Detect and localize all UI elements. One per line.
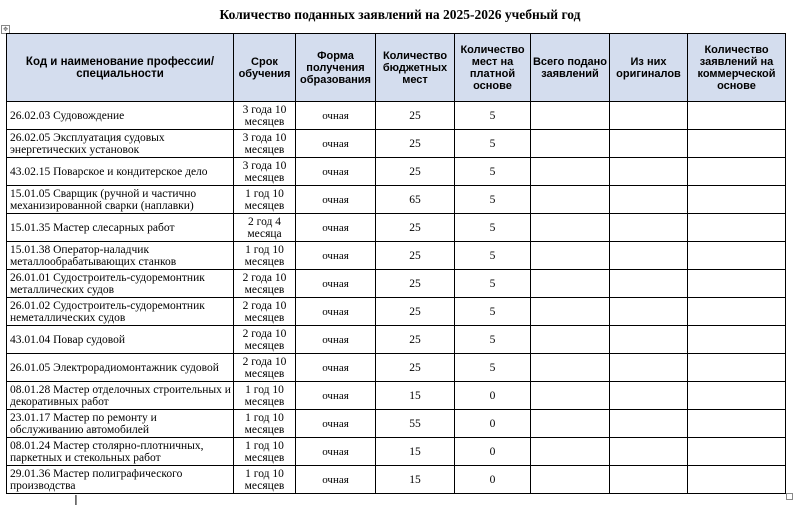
cell-form-text: очная bbox=[322, 389, 349, 402]
document-title: Количество поданных заявлений на 2025-2026 учебный год bbox=[219, 7, 581, 22]
cell-code-name-text: 26.01.05 Электрорадиомонтажник судовой bbox=[10, 361, 219, 374]
cell-commercial-applications[interactable] bbox=[688, 410, 786, 438]
cell-code-name-text: 26.02.03 Судовождение bbox=[10, 109, 125, 122]
table-row bbox=[7, 186, 786, 214]
table-row bbox=[7, 242, 786, 270]
cell-code-name[interactable] bbox=[7, 298, 234, 326]
cell-paid-places-text: 5 bbox=[489, 333, 496, 346]
cell-commercial-applications[interactable] bbox=[688, 242, 786, 270]
table-row bbox=[7, 102, 786, 130]
cell-budget-places[interactable] bbox=[376, 186, 455, 214]
cell-code-name[interactable] bbox=[7, 326, 234, 354]
cell-paid-places-text: 5 bbox=[489, 109, 496, 122]
cell-duration[interactable] bbox=[234, 214, 296, 242]
cell-budget-places[interactable] bbox=[376, 130, 455, 158]
cell-paid-places[interactable] bbox=[455, 382, 531, 410]
cell-code-name-text: 08.01.24 Мастер столярно-плотничных, паркетных и стекольных работ bbox=[10, 439, 204, 464]
cell-total-applications[interactable] bbox=[531, 270, 610, 298]
cell-duration-text: 1 год 10 месяцев bbox=[244, 187, 285, 212]
cell-duration-text: 3 года 10 месяцев bbox=[242, 159, 287, 184]
cell-form-text: очная bbox=[322, 165, 349, 178]
cell-paid-places[interactable] bbox=[455, 158, 531, 186]
cell-total-applications[interactable] bbox=[531, 298, 610, 326]
cell-commercial-applications[interactable] bbox=[688, 270, 786, 298]
cell-originals[interactable] bbox=[610, 382, 688, 410]
cell-paid-places-text: 0 bbox=[489, 473, 496, 486]
header-code-name: Код и наименование профессии/специальности bbox=[7, 34, 234, 102]
cell-total-applications[interactable] bbox=[531, 158, 610, 186]
cell-paid-places[interactable] bbox=[455, 298, 531, 326]
cell-budget-places-text: 25 bbox=[409, 165, 421, 178]
table-row bbox=[7, 130, 786, 158]
cell-paid-places-text: 0 bbox=[489, 445, 496, 458]
table-row bbox=[7, 158, 786, 186]
cell-paid-places-text: 5 bbox=[489, 305, 496, 318]
cell-code-name-text: 26.01.01 Судостроитель-судоремонтник металлических судов bbox=[10, 271, 205, 296]
cell-code-name-text: 43.01.04 Повар судовой bbox=[10, 333, 126, 346]
cell-duration[interactable] bbox=[234, 130, 296, 158]
cell-form[interactable] bbox=[296, 466, 376, 494]
cell-paid-places[interactable] bbox=[455, 270, 531, 298]
cell-budget-places-text: 25 bbox=[409, 361, 421, 374]
cell-originals[interactable] bbox=[610, 438, 688, 466]
cell-budget-places[interactable] bbox=[376, 326, 455, 354]
cell-total-applications[interactable] bbox=[531, 326, 610, 354]
table-row bbox=[7, 382, 786, 410]
cell-duration-text: 2 года 10 месяцев bbox=[242, 355, 287, 380]
cell-code-name[interactable] bbox=[7, 382, 234, 410]
header-commercial-applications: Количество заявлений на коммерческой основе bbox=[688, 34, 786, 102]
cell-paid-places[interactable] bbox=[455, 410, 531, 438]
cell-form-text: очная bbox=[322, 249, 349, 262]
cell-code-name[interactable] bbox=[7, 438, 234, 466]
table-body bbox=[7, 102, 786, 494]
cell-code-name-text: 15.01.05 Сварщик (ручной и частично механизированной сварки (наплавки) bbox=[10, 187, 197, 212]
header-budget-places: Количество бюджетных мест bbox=[376, 34, 455, 102]
cell-budget-places-text: 55 bbox=[409, 417, 421, 430]
cell-form[interactable] bbox=[296, 102, 376, 130]
cell-total-applications[interactable] bbox=[531, 186, 610, 214]
cell-form-text: очная bbox=[322, 137, 349, 150]
cell-budget-places-text: 25 bbox=[409, 221, 421, 234]
cell-originals[interactable] bbox=[610, 466, 688, 494]
cell-total-applications[interactable] bbox=[531, 382, 610, 410]
cell-paid-places[interactable] bbox=[455, 354, 531, 382]
cell-originals[interactable] bbox=[610, 130, 688, 158]
cell-code-name[interactable] bbox=[7, 242, 234, 270]
cell-duration-text: 1 год 10 месяцев bbox=[244, 439, 285, 464]
header-paid-places: Количество мест на платной основе bbox=[455, 34, 531, 102]
cell-budget-places-text: 15 bbox=[409, 473, 421, 486]
cell-total-applications[interactable] bbox=[531, 410, 610, 438]
cell-form[interactable] bbox=[296, 326, 376, 354]
cell-duration-text: 2 года 10 месяцев bbox=[242, 271, 287, 296]
cell-originals[interactable] bbox=[610, 270, 688, 298]
cell-originals[interactable] bbox=[610, 326, 688, 354]
cell-duration[interactable] bbox=[234, 242, 296, 270]
cell-duration[interactable] bbox=[234, 326, 296, 354]
cell-duration[interactable] bbox=[234, 354, 296, 382]
cell-form[interactable] bbox=[296, 354, 376, 382]
cell-code-name-text: 26.01.02 Судостроитель-судоремонтник неметаллических судов bbox=[10, 299, 205, 324]
cell-budget-places[interactable] bbox=[376, 298, 455, 326]
text-cursor-icon: I bbox=[74, 494, 78, 509]
cell-originals[interactable] bbox=[610, 102, 688, 130]
cell-code-name[interactable] bbox=[7, 102, 234, 130]
header-form: Форма получения образования bbox=[296, 34, 376, 102]
cell-commercial-applications[interactable] bbox=[688, 326, 786, 354]
cell-paid-places[interactable] bbox=[455, 466, 531, 494]
cell-code-name[interactable] bbox=[7, 410, 234, 438]
table-row bbox=[7, 326, 786, 354]
cell-paid-places[interactable] bbox=[455, 186, 531, 214]
cell-duration-text: 1 год 10 месяцев bbox=[244, 467, 285, 492]
cell-code-name[interactable] bbox=[7, 270, 234, 298]
table-row bbox=[7, 354, 786, 382]
cell-paid-places-text: 5 bbox=[489, 137, 496, 150]
cell-paid-places-text: 5 bbox=[489, 193, 496, 206]
cell-budget-places[interactable] bbox=[376, 438, 455, 466]
cell-commercial-applications[interactable] bbox=[688, 130, 786, 158]
cell-total-applications[interactable] bbox=[531, 130, 610, 158]
cell-budget-places[interactable] bbox=[376, 158, 455, 186]
cell-commercial-applications[interactable] bbox=[688, 186, 786, 214]
cell-paid-places-text: 5 bbox=[489, 165, 496, 178]
cell-budget-places-text: 25 bbox=[409, 109, 421, 122]
cell-budget-places-text: 25 bbox=[409, 277, 421, 290]
cell-originals[interactable] bbox=[610, 298, 688, 326]
cell-paid-places[interactable] bbox=[455, 102, 531, 130]
cell-code-name-text: 15.01.38 Оператор-наладчик металлообрабатывающих станков bbox=[10, 243, 177, 268]
cell-form[interactable] bbox=[296, 158, 376, 186]
cell-paid-places-text: 5 bbox=[489, 249, 496, 262]
cell-code-name[interactable] bbox=[7, 158, 234, 186]
cell-originals[interactable] bbox=[610, 410, 688, 438]
cell-code-name-text: 08.01.28 Мастер отделочных строительных и декоративных работ bbox=[10, 383, 231, 408]
cell-duration-text: 1 год 10 месяцев bbox=[244, 411, 285, 436]
cell-form-text: очная bbox=[322, 193, 349, 206]
cell-form-text: очная bbox=[322, 109, 349, 122]
cell-budget-places[interactable] bbox=[376, 270, 455, 298]
cell-paid-places[interactable] bbox=[455, 214, 531, 242]
cell-code-name[interactable] bbox=[7, 186, 234, 214]
cell-duration-text: 2 года 10 месяцев bbox=[242, 299, 287, 324]
cell-duration[interactable] bbox=[234, 102, 296, 130]
cell-form-text: очная bbox=[322, 277, 349, 290]
cell-form[interactable] bbox=[296, 382, 376, 410]
cell-commercial-applications[interactable] bbox=[688, 102, 786, 130]
cell-code-name-text: 15.01.35 Мастер слесарных работ bbox=[10, 221, 175, 234]
cell-originals[interactable] bbox=[610, 158, 688, 186]
cell-paid-places[interactable] bbox=[455, 326, 531, 354]
table-resize-handle[interactable] bbox=[786, 493, 793, 500]
cell-paid-places-text: 5 bbox=[489, 221, 496, 234]
cell-form[interactable] bbox=[296, 130, 376, 158]
header-row bbox=[7, 34, 786, 102]
cell-form-text: очная bbox=[322, 333, 349, 346]
cell-budget-places[interactable] bbox=[376, 214, 455, 242]
cell-duration[interactable] bbox=[234, 410, 296, 438]
cell-total-applications[interactable] bbox=[531, 214, 610, 242]
table-row bbox=[7, 438, 786, 466]
cell-form-text: очная bbox=[322, 221, 349, 234]
cell-form[interactable] bbox=[296, 214, 376, 242]
cell-commercial-applications[interactable] bbox=[688, 466, 786, 494]
cell-budget-places-text: 25 bbox=[409, 305, 421, 318]
cell-duration-text: 2 год 4 месяца bbox=[247, 215, 282, 240]
cell-paid-places-text: 5 bbox=[489, 361, 496, 374]
cell-form-text: очная bbox=[322, 473, 349, 486]
table-row bbox=[7, 270, 786, 298]
cell-total-applications[interactable] bbox=[531, 102, 610, 130]
cell-total-applications[interactable] bbox=[531, 466, 610, 494]
table-row bbox=[7, 410, 786, 438]
cell-code-name-text: 26.02.05 Эксплуатация судовых энергетических установок bbox=[10, 131, 165, 156]
cell-form[interactable] bbox=[296, 438, 376, 466]
cell-budget-places[interactable] bbox=[376, 382, 455, 410]
cell-form-text: очная bbox=[322, 445, 349, 458]
cell-budget-places-text: 25 bbox=[409, 137, 421, 150]
table-row bbox=[7, 214, 786, 242]
table-row bbox=[7, 298, 786, 326]
applications-table bbox=[6, 33, 786, 494]
cell-commercial-applications[interactable] bbox=[688, 214, 786, 242]
cell-paid-places-text: 0 bbox=[489, 417, 496, 430]
cell-duration[interactable] bbox=[234, 270, 296, 298]
cell-code-name-text: 43.02.15 Поварское и кондитерское дело bbox=[10, 165, 208, 178]
cell-form[interactable] bbox=[296, 186, 376, 214]
cell-budget-places-text: 65 bbox=[409, 193, 421, 206]
cell-form-text: очная bbox=[322, 361, 349, 374]
cell-budget-places[interactable] bbox=[376, 466, 455, 494]
cell-paid-places[interactable] bbox=[455, 130, 531, 158]
cell-commercial-applications[interactable] bbox=[688, 438, 786, 466]
cell-form-text: очная bbox=[322, 305, 349, 318]
cell-form[interactable] bbox=[296, 242, 376, 270]
cell-budget-places-text: 25 bbox=[409, 249, 421, 262]
cell-code-name[interactable] bbox=[7, 214, 234, 242]
cell-duration[interactable] bbox=[234, 382, 296, 410]
header-originals: Из них оригиналов bbox=[610, 34, 688, 102]
cell-duration-text: 3 года 10 месяцев bbox=[242, 103, 287, 128]
cell-budget-places[interactable] bbox=[376, 354, 455, 382]
cell-duration-text: 1 год 10 месяцев bbox=[244, 243, 285, 268]
cell-paid-places-text: 5 bbox=[489, 277, 496, 290]
header-duration: Срок обучения bbox=[234, 34, 296, 102]
cell-commercial-applications[interactable] bbox=[688, 354, 786, 382]
cell-budget-places-text: 15 bbox=[409, 445, 421, 458]
header-total-applications: Всего подано заявлений bbox=[531, 34, 610, 102]
cell-originals[interactable] bbox=[610, 214, 688, 242]
cell-code-name-text: 23.01.17 Мастер по ремонту и обслуживанию автомобилей bbox=[10, 411, 157, 436]
table-move-handle-icon[interactable]: ✥ bbox=[2, 26, 9, 33]
cell-duration[interactable] bbox=[234, 298, 296, 326]
cell-budget-places-text: 25 bbox=[409, 333, 421, 346]
cell-duration-text: 2 года 10 месяцев bbox=[242, 327, 287, 352]
cell-originals[interactable] bbox=[610, 354, 688, 382]
cell-commercial-applications[interactable] bbox=[688, 382, 786, 410]
cell-form[interactable] bbox=[296, 270, 376, 298]
cell-duration-text: 3 года 10 месяцев bbox=[242, 131, 287, 156]
cell-form-text: очная bbox=[322, 417, 349, 430]
cell-code-name[interactable] bbox=[7, 466, 234, 494]
cell-duration[interactable] bbox=[234, 466, 296, 494]
cell-budget-places-text: 15 bbox=[409, 389, 421, 402]
cell-code-name-text: 29.01.36 Мастер полиграфического производства bbox=[10, 467, 183, 492]
table-row bbox=[7, 466, 786, 494]
cell-commercial-applications[interactable] bbox=[688, 158, 786, 186]
cell-budget-places[interactable] bbox=[376, 410, 455, 438]
cell-paid-places-text: 0 bbox=[489, 389, 496, 402]
cell-duration[interactable] bbox=[234, 438, 296, 466]
cell-budget-places[interactable] bbox=[376, 102, 455, 130]
cell-originals[interactable] bbox=[610, 242, 688, 270]
cell-code-name[interactable] bbox=[7, 354, 234, 382]
cell-total-applications[interactable] bbox=[531, 438, 610, 466]
cell-total-applications[interactable] bbox=[531, 242, 610, 270]
cell-paid-places[interactable] bbox=[455, 438, 531, 466]
cell-duration[interactable] bbox=[234, 186, 296, 214]
cell-paid-places[interactable] bbox=[455, 242, 531, 270]
cell-originals[interactable] bbox=[610, 186, 688, 214]
cell-duration-text: 1 год 10 месяцев bbox=[244, 383, 285, 408]
cell-commercial-applications[interactable] bbox=[688, 298, 786, 326]
cell-form[interactable] bbox=[296, 298, 376, 326]
cell-form[interactable] bbox=[296, 410, 376, 438]
cell-total-applications[interactable] bbox=[531, 354, 610, 382]
cell-code-name[interactable] bbox=[7, 130, 234, 158]
cell-budget-places[interactable] bbox=[376, 242, 455, 270]
cell-duration[interactable] bbox=[234, 158, 296, 186]
